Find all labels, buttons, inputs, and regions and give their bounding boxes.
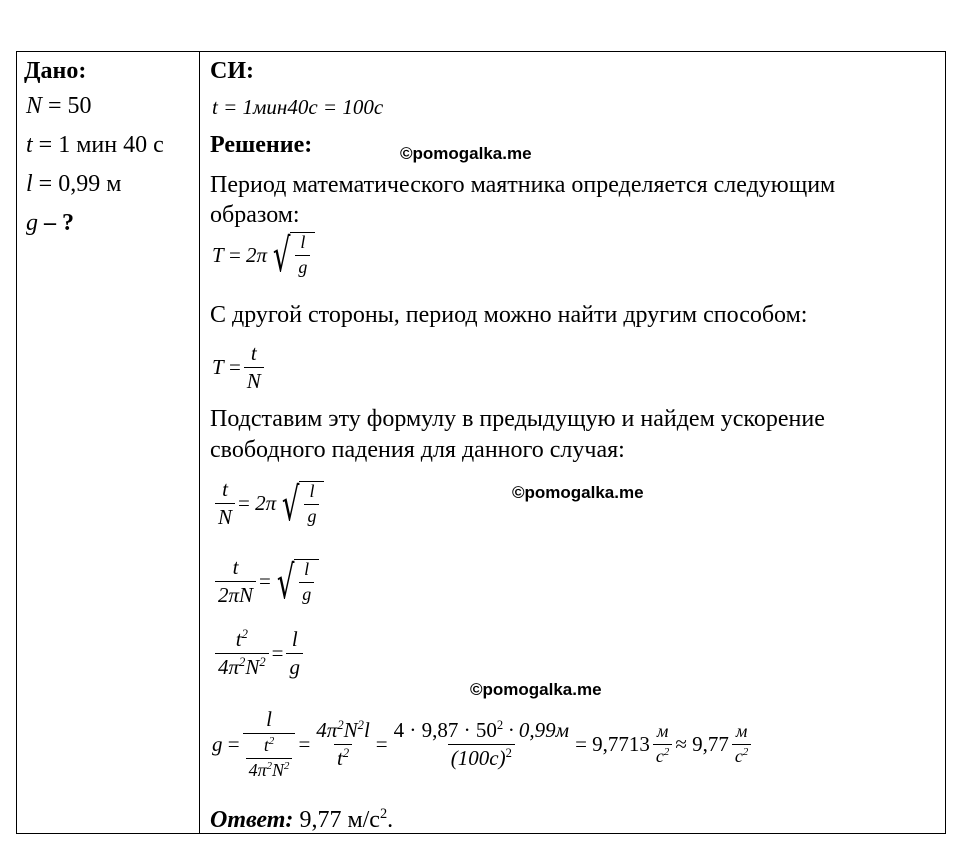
formula-final: g = $\frac{l}{\frac{t^2}{4\pi^2N^2}}$ = $\frac{4\pi^2N^2l}{t^2}$ = $\frac{4 \cdot 9,87 \cdot 50^2 \cdot 0,99м}{(100с)^2}$ = 9,7713 $\frac{м}{с^2}$ ≈ 9,77 $\frac{м}{с^2}$: [212, 708, 754, 781]
formula-period-count: T = $\frac{t}{N}$: [212, 342, 267, 393]
formula-step-2: $\frac{t}{2\pi N}$ = √ $\frac{l}{g}$: [212, 556, 319, 607]
para3-line2: свободного падения для данного случая:: [210, 437, 625, 463]
formula-period-pendulum: T = 2π √ $\frac{l}{g}$: [212, 232, 315, 278]
given-n: N = 50: [26, 93, 92, 119]
formula-step-1: $\frac{t}{N}$ = 2π √ $\frac{l}{g}$: [212, 478, 324, 529]
si-heading: СИ:: [210, 58, 254, 84]
para1-line2: образом:: [210, 202, 300, 228]
watermark-3: ©pomogalka.me: [470, 680, 602, 699]
formula-step-3: $\frac{t^2}{4\pi^2N^2}$ = $\frac{l}{g}$: [212, 628, 306, 679]
answer: Ответ: 9,77 $м/с^2$.: [210, 806, 394, 833]
si-conversion: t = 1мин40с = 100с: [212, 95, 384, 119]
solution-heading: Решение:: [210, 132, 313, 158]
given-g: g – ?: [26, 210, 74, 236]
watermark-2: ©pomogalka.me: [512, 483, 644, 502]
given-l: l = 0,99 м: [26, 171, 122, 197]
para2: С другой стороны, период можно найти другим способом:: [210, 302, 808, 328]
given-t: t = 1 мин 40 с: [26, 132, 164, 158]
watermark-1: ©pomogalka.me: [400, 144, 532, 163]
column-divider: [199, 52, 200, 833]
given-heading: Дано:: [24, 58, 87, 84]
para3-line1: Подставим эту формулу в предыдущую и найдем ускорение: [210, 406, 825, 432]
para1-line1: Период математического маятника определяется следующим: [210, 172, 836, 198]
